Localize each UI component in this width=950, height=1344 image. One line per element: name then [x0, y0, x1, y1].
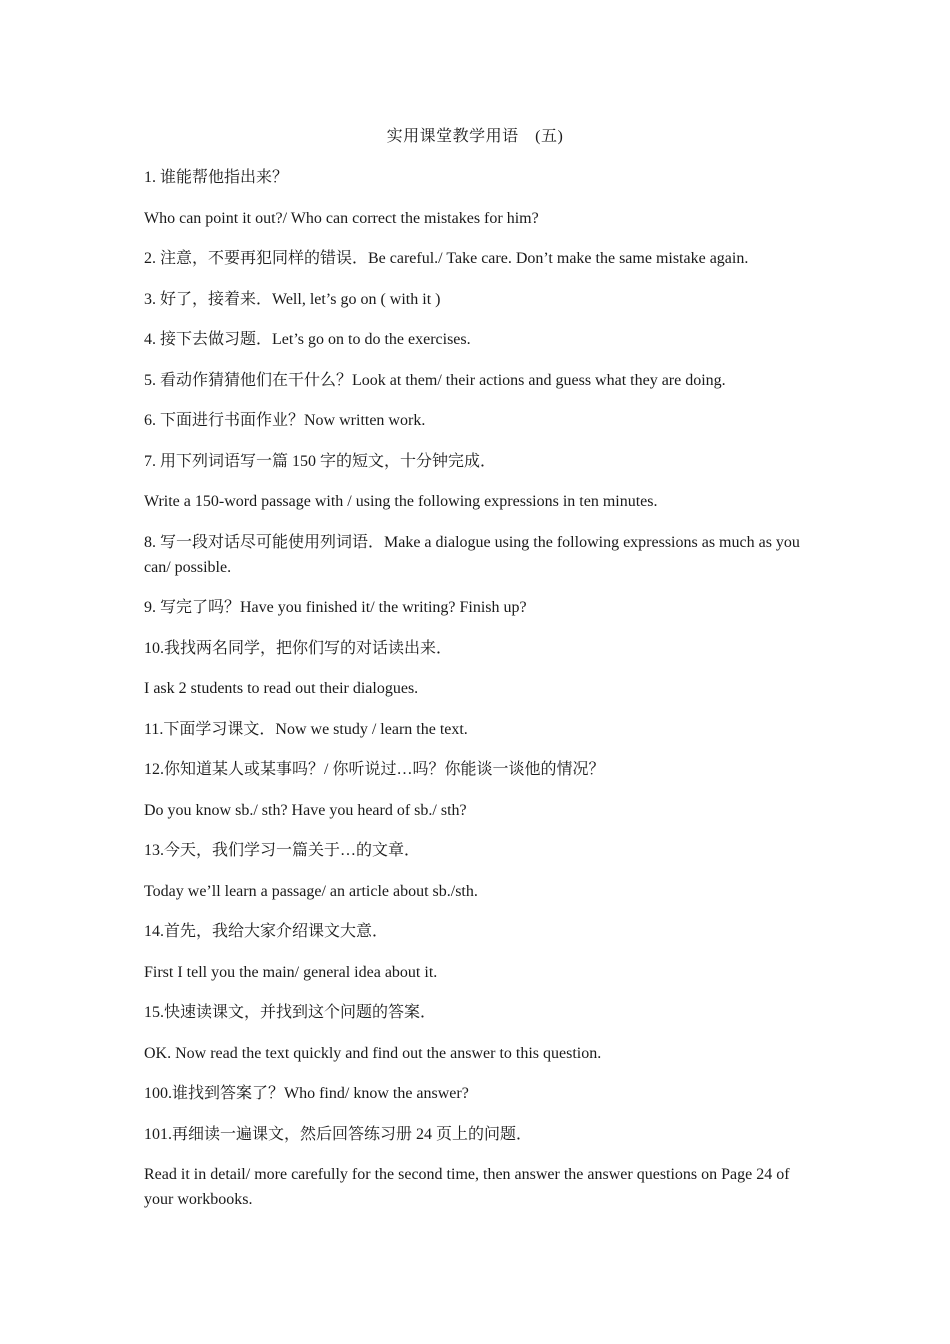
paragraph: 2. 注意，不要再犯同样的错误．Be careful./ Take care. Don’t make the same mistake again.	[144, 250, 749, 267]
paragraph: 4. 接下去做习题．Let’s go on to do the exercises.	[144, 331, 471, 348]
paragraph: 5. 看动作猜猜他们在干什么？Look at them/ their actions and guess what they are doing.	[144, 371, 726, 389]
paragraph: 101.再细读一遍课文，然后回答练习册 24 页上的问题．	[144, 1125, 533, 1143]
paragraph: 100.谁找到答案了？Who find/ know the answer?	[144, 1085, 469, 1102]
document-body	[144, 165, 806, 1228]
paragraph: Today we’ll learn a passage/ an article about sb./sth.	[144, 882, 478, 900]
paragraph: Do you know sb./ sth? Have you heard of sb./ sth?	[144, 801, 467, 819]
paragraph: Who can point it out?/ Who can correct the mistakes for him?	[144, 209, 539, 227]
paragraph: 13.今天，我们学习一篇关于…的文章．	[144, 842, 421, 859]
paragraph: 10.我找两名同学，把你们写的对话读出来．	[144, 639, 453, 657]
paragraph: Write a 150-word passage with / using the following expressions in ten minutes.	[144, 493, 658, 510]
paragraph: 7. 用下列词语写一篇 150 字的短文，十分钟完成．	[144, 452, 497, 470]
paragraph: 8. 写一段对话尽可能使用列词语．Make a dialogue using the following expressions as much as you can/ possible.	[144, 533, 800, 576]
document-title: 实用课堂教学用语 (五)	[386, 128, 564, 145]
paragraph: I ask 2 students to read out their dialogues.	[144, 680, 419, 697]
paragraph: 3. 好了，接着来．Well, let’s go on ( with it )	[144, 290, 441, 308]
paragraph: 9. 写完了吗？Have you finished it/ the writing? Finish up?	[144, 599, 527, 616]
paragraph: 15.快速读课文，并找到这个问题的答案．	[144, 1004, 437, 1021]
paragraph: 12.你知道某人或某事吗？/ 你听说过…吗？你能谈一谈他的情况？	[144, 761, 605, 778]
paragraph: 11.下面学习课文．Now we study / learn the text.	[144, 720, 468, 738]
paragraph: 6. 下面进行书面作业？Now written work.	[144, 412, 426, 429]
paragraph: Read it in detail/ more carefully for the second time, then answer the answer questions on Page 24 of your workbooks.	[144, 1166, 790, 1208]
paragraph: OK. Now read the text quickly and find out the answer to this question.	[144, 1044, 602, 1062]
paragraph: 1. 谁能帮他指出来？	[144, 169, 289, 186]
paragraph: 14.首先，我给大家介绍课文大意．	[144, 923, 389, 940]
paragraph: First I tell you the main/ general idea about it.	[144, 963, 438, 981]
